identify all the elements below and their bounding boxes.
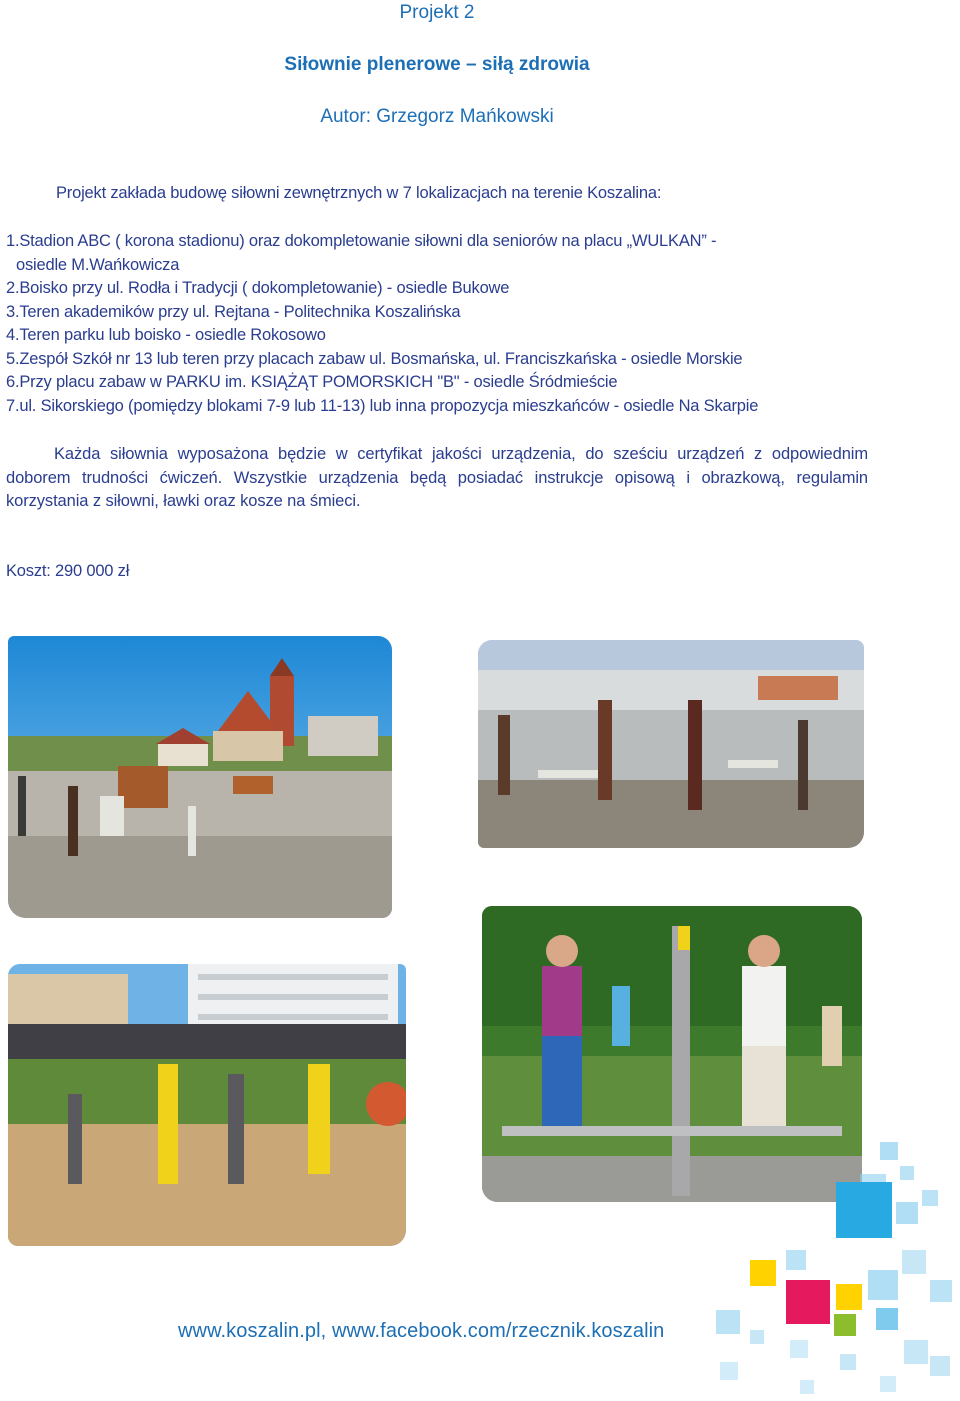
list-item: 6.Przy placu zabaw w PARKU im. KSIĄŻĄT POMORSKICH "B" - osiedle Śródmieście (6, 373, 618, 391)
cost-text: Koszt: 290 000 zł (6, 562, 130, 580)
photo-gym-winter-image (478, 640, 864, 848)
description-paragraph (6, 443, 868, 514)
description-text: Każda siłownia wyposażona będzie w certyfikat jakości urządzenia, do sześciu urządzeń z odpowiednim doborem trudności ćwiczeń. Wszystkie urządzenia będą posiadać instrukcje opisową i obrazkową, regulamin korzystania z siłowni, ławki oraz kosze na śmieci. (6, 445, 868, 510)
footer-links[interactable]: www.koszalin.pl, www.facebook.com/rzecznik.koszalin (178, 1320, 665, 1342)
photo-gym-blocks-image (8, 964, 406, 1246)
photo-gym-blocks (8, 964, 406, 1246)
photo-gym-winter (478, 640, 864, 848)
list-item: 3.Teren akademików przy ul. Rejtana - Politechnika Koszalińska (6, 302, 461, 321)
photo-gym-church-image (8, 636, 392, 918)
decorative-mosaic (690, 1130, 960, 1401)
list-item: 1.Stadion ABC ( korona stadionu) oraz dokompletowanie siłowni dla seniorów na placu „WULKAN” - (6, 232, 717, 250)
list-item: 2.Boisko przy ul. Rodła i Tradycji ( dokompletowanie) - osiedle Bukowe (6, 279, 510, 297)
location-list (6, 230, 868, 418)
list-item: 7.ul. Sikorskiego (pomiędzy blokami 7-9 lub 11-13) lub inna propozycja mieszkańców - osiedle Na Skarpie (6, 396, 759, 415)
list-item-continuation: osiedle M.Wańkowicza (16, 255, 180, 274)
page-title: Siłownie plenerowe – siłą zdrowia (284, 54, 590, 75)
list-item: 4.Teren parku lub boisko - osiedle Rokosowo (6, 326, 326, 344)
intro-text: Projekt zakłada budowę siłowni zewnętrznych w 7 lokalizacjach na terenie Koszalina: (56, 184, 662, 202)
photo-gym-church (8, 636, 392, 918)
project-number: Projekt 2 (399, 2, 475, 23)
author-line: Autor: Grzegorz Mańkowski (320, 106, 554, 127)
list-item: 5.Zespół Szkół nr 13 lub teren przy placach zabaw ul. Bosmańska, ul. Franciszkańska - osiedle Morskie (6, 349, 743, 368)
